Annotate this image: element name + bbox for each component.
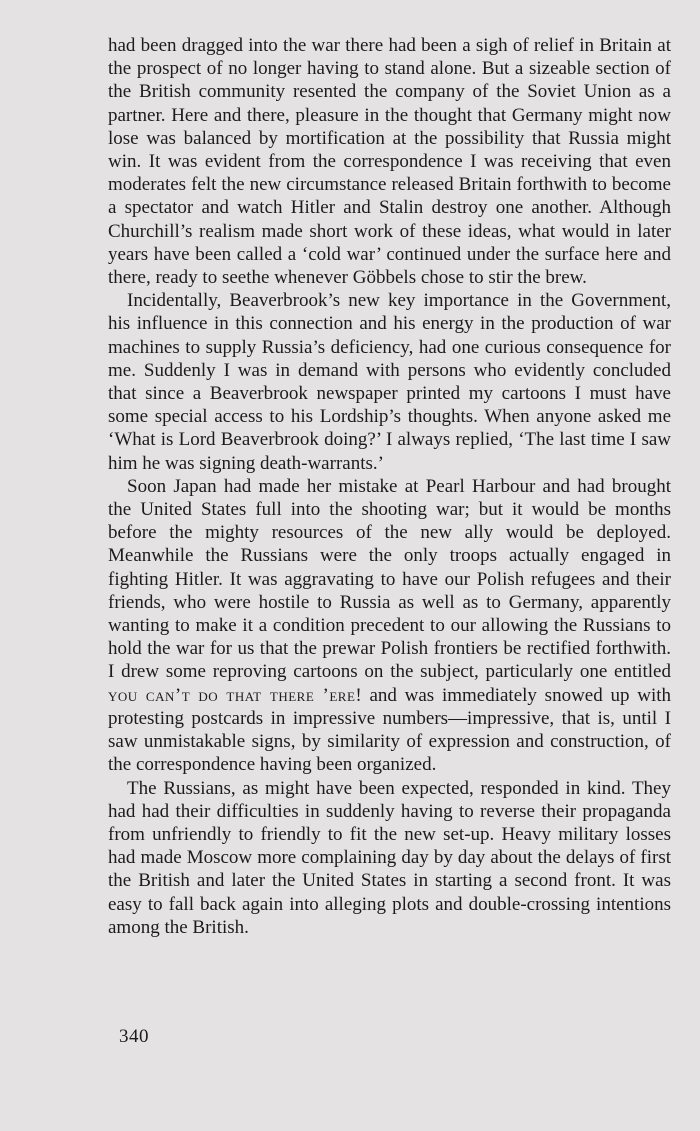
paragraph-2: Incidentally, Beaverbrook’s new key importance in the Government, his influence in this connection and his energy in the production of war machines to supply Russia’s deficiency, had one curious consequence for me. Suddenly I was in demand with persons who evidently concluded that since a Beaverbrook newspaper printed my cartoons I must have some special access to his Lordship’s thoughts. When anyone asked me ‘What is Lord Beaverbrook doing?’ I always replied, ‘The last time I saw him he was signing death-warrants.’ [108, 290, 671, 474]
paragraph-3-text-before: Soon Japan had made her mistake at Pearl Harbour and had brought the United States full into the shooting war; but it would be months before the mighty resources of the new ally would be deployed. Meanwhile the Russians were the only troops actually engaged in fighting Hitler. It was aggravating to have our Polish refugees and their friends, who were hostile to Russia as well as to Germany, apparently wanting to make it a condition precedent to our allowing the Russians to hold the war for us that the prewar Polish frontiers be rectified forthwith. I drew some reproving cartoons on the subject, particularly one entitled [108, 475, 671, 683]
paragraph-3-text-after: ! and was immediately snowed up with protesting postcards in impressive numbers—impressive, that is, until I saw unmistakable signs, by similarity of expression and construction, of the correspondence having been organized. [108, 684, 671, 776]
page-number: 340 [119, 1026, 149, 1047]
body-text [108, 34, 671, 939]
paragraph-1: had been dragged into the war there had been a sigh of relief in Britain at the prospect of no longer having to stand alone. But a sizeable section of the British community resented the company of the Soviet Union as a partner. Here and there, pleasure in the thought that Germany might now lose was balanced by mortification at the possibility that Russia might win. It was evident from the correspondence I was receiving that even moderates felt the new circumstance released Britain forthwith to become a spectator and watch Hitler and Stalin destroy one another. Although Churchill’s realism made short work of these ideas, what would in later years have been called a ‘cold war’ continued under the surface here and there, ready to seethe whenever Göbbels chose to stir the brew. [108, 35, 671, 289]
paragraph-3 [108, 475, 671, 777]
paragraph-4: The Russians, as might have been expected, responded in kind. They had had their difficulties in suddenly having to reverse their propaganda from unfriendly to friendly to fit the new set-up. Heavy military losses had made Moscow more complaining day by day about the delays of first the British and later the United States in starting a second front. It was easy to fall back again into alleging plots and double-crossing intentions among the British. [108, 777, 671, 938]
cartoon-title: you can’t do that there ’ere [108, 684, 356, 706]
